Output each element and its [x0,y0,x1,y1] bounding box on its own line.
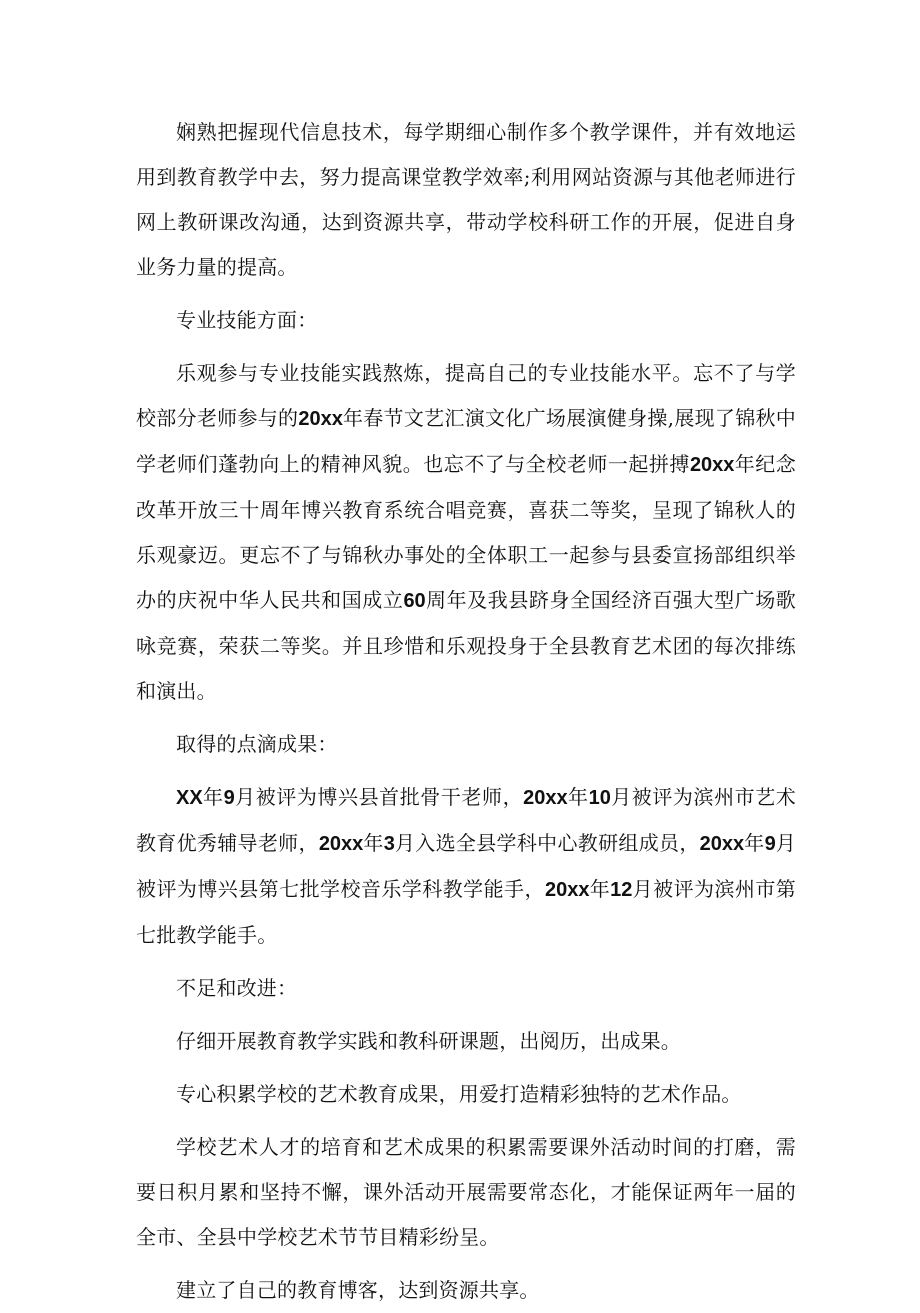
number-token: 12 [610,879,633,901]
paragraph-it-skills: 娴熟把握现代信息技术，每学期细心制作多个教学课件，并有效地运用到教育教学中去，努力提高课堂教学效率;利用网站资源与其他老师进行网上教研课改沟通，达到资源共享，带动学校科研工作的开展，促进自身业务力量的提高。 [136,120,796,279]
number-token: 20xx [699,833,745,855]
paragraph-achievements-list: XX年9月被评为博兴县首批骨干老师，20xx年10月被评为滨州市艺术教育优秀辅导老师，20xx年3月入选全县学科中心教研组成员，20xx年9月被评为博兴县第七批学校音乐学科教学能手，20xx年12月被评为滨州市第七批教学能手。 [136,785,797,947]
number-token: 20xx [298,408,343,430]
paragraph-improvement-1: 仔细开展教育教学实践和教科研课题，出阅历，出成果。 [176,1029,681,1053]
paragraph-improvement-2: 专心积累学校的艺术教育成果，用爱打造精彩独特的艺术作品。 [176,1082,742,1106]
number-token: 20xx [523,787,568,809]
number-token: 20xx [689,454,735,476]
heading-achievements: 取得的点滴成果： [176,732,338,756]
number-token: XX [176,787,203,809]
paragraph-blog: 建立了自己的教育博客，达到资源共享。 [176,1278,540,1302]
number-token: 9 [764,833,776,855]
number-token: 20xx [318,833,364,855]
paragraph-skills-practice: 乐观参与专业技能实践熬炼，提高自己的专业技能水平。忘不了与学校部分老师参与的20xx年春节文艺汇演文化广场展演健身操,展现了锦秋中学老师们蓬勃向上的精神风貌。也忘不了与全校老师一起拼搏20xx年纪念改革开放三十周年博兴教育系统合唱竞赛，喜获二等奖，呈现了锦秋人的乐观豪迈。更忘不了与锦秋办事处的全体职工一起参与县委宣扬部组织举办的庆祝中华人民共和国成立60周年及我县跻身全国经济百强大型广场歌咏竞赛，荣获二等奖。并且珍惜和乐观投身于全县教育艺术团的每次排练和演出。 [136,361,796,703]
number-token: 9 [223,787,235,809]
number-token: 10 [588,787,611,809]
number-token: 60 [403,590,426,612]
heading-professional-skills: 专业技能方面： [176,308,318,332]
paragraph-improvement-3: 学校艺术人才的培育和艺术成果的积累需要课外活动时间的打磨，需要日积月累和坚持不懈，课外活动开展需要常态化，才能保证两年一届的全市、全县中学校艺术节节目精彩纷呈。 [136,1135,796,1249]
number-token: 20xx [544,879,590,901]
number-token: 3 [383,833,395,855]
document-body [136,110,796,1313]
heading-shortcomings: 不足和改进： [176,976,298,1000]
